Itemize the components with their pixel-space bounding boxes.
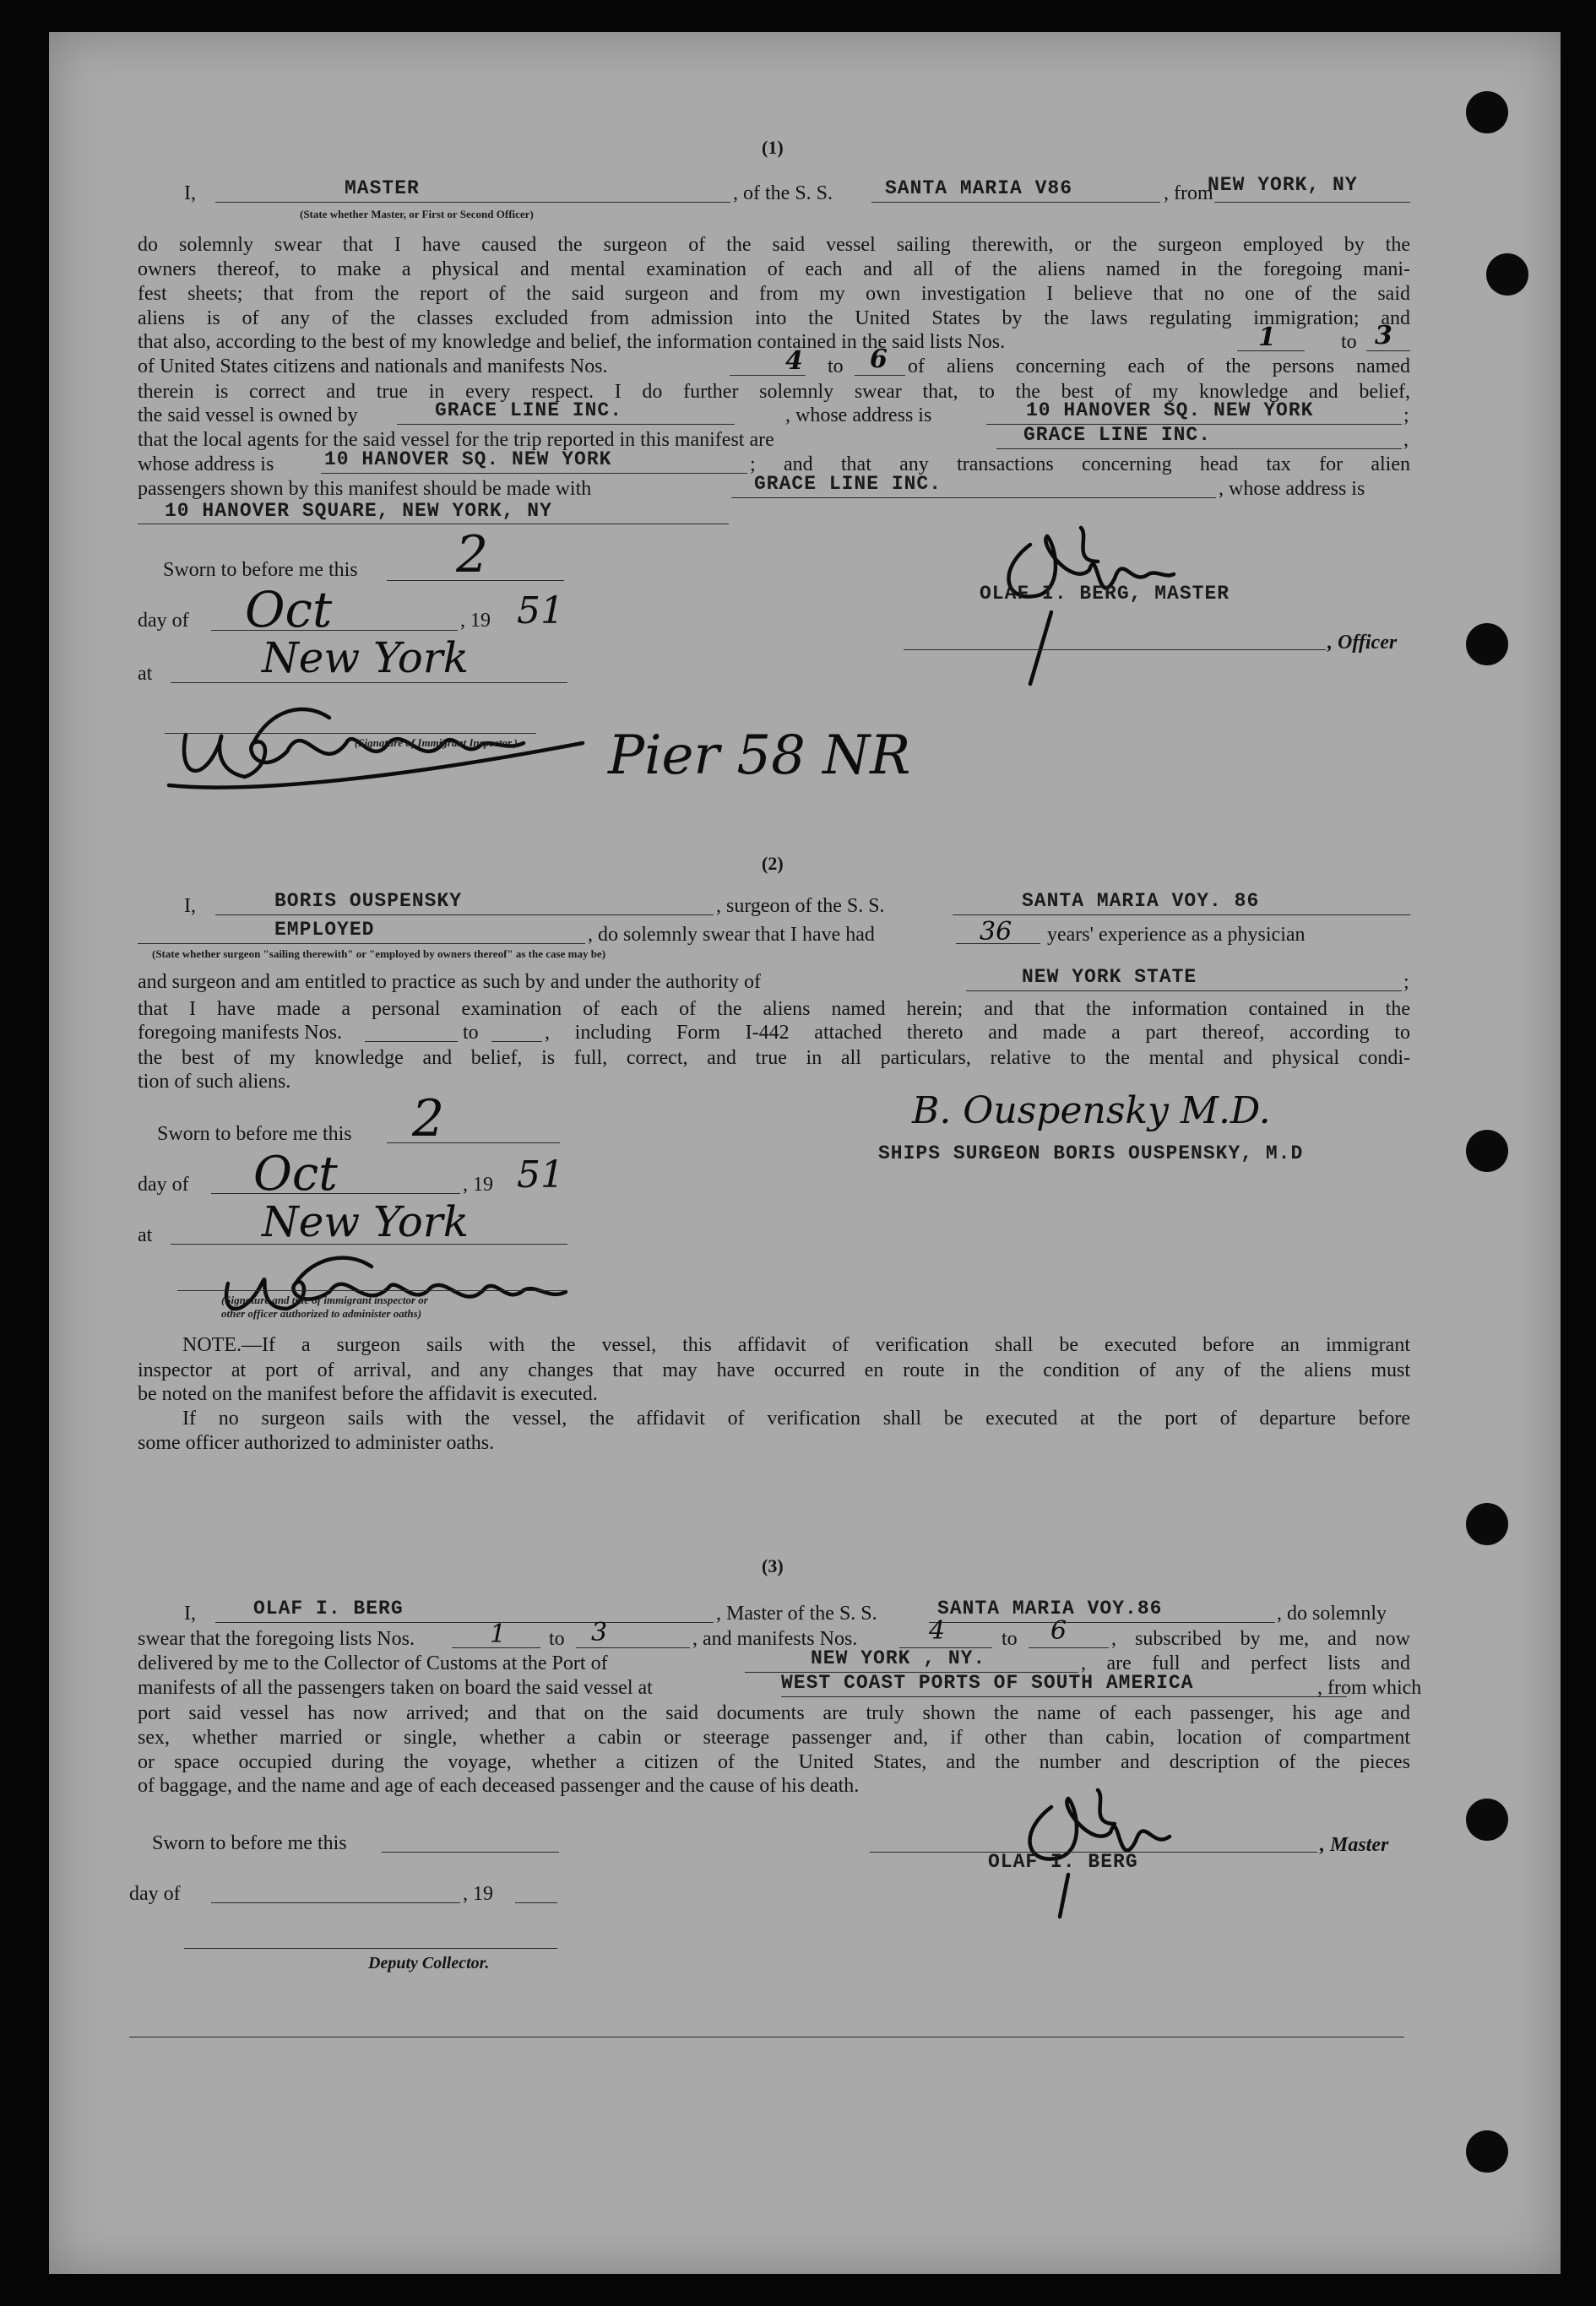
pier-note: Pier 58 NR [608,724,911,787]
sworn-label: Sworn to before me this [163,559,358,581]
note-label: NOTE. [182,1334,242,1356]
head-tax-address-value: 10 HANOVER SQUARE, NEW YORK, NY [165,500,552,522]
punch-hole [1486,253,1528,296]
local-agents-label: that the local agents for the said vessel for the trip reported in this manifest are [138,429,774,451]
status-value: EMPLOYED [274,919,375,941]
owner-address-value: 10 HANOVER SQ. NEW YORK [1026,399,1314,421]
sworn-day-value: 2 [456,525,489,584]
note-line: If no surgeon sails with the vessel, the affidavit of verification shall be executed at the port of departure before [182,1408,1410,1430]
punctuation: ; [1403,404,1409,426]
blank-line [321,473,747,474]
surgeon-signature: B. Ouspensky M.D. [912,1089,1271,1132]
sworn-day-value: 2 [412,1089,445,1148]
intro-i: I, [184,1603,196,1625]
section-number: (1) [762,137,784,158]
vessel-value: SANTA MARIA V86 [885,177,1073,199]
sworn-label: Sworn to before me this [152,1832,347,1854]
blank-line [171,682,567,683]
month-value: Oct [245,581,333,638]
list-from-value: 1 [1258,323,1276,352]
punch-hole [1466,1799,1508,1841]
authority-value: NEW YORK STATE [1022,966,1197,988]
affidavit-line: of baggage, and the name and age of each deceased passenger and the cause of his death. [138,1775,860,1797]
year-prefix: , 19 [460,610,491,632]
section-number: (3) [762,1555,784,1576]
blank-line [211,1902,460,1903]
punch-hole [1466,2130,1508,2173]
from-which-label: , from which [1317,1677,1422,1699]
master-of-label: , Master of the S. S. [716,1603,877,1625]
of-ss-label: , of the S. S. [733,182,833,204]
head-tax-value: GRACE LINE INC. [754,473,942,495]
affidavit-line: owners thereof, to make a physical and mental examination of each and all of the aliens named in the foregoing mani- [138,258,1410,280]
affidavit-line: therein is correct and true in every respect. I do further solemnly swear that, to the best of my knowledge and belief, [138,381,1410,403]
delivered-label: delivered by me to the Collector of Customs at the Port of [138,1652,608,1674]
blank-line [966,990,1402,991]
authority-label: and surgeon and am entitled to practice as such by and under the authority of [138,971,761,993]
affidavit-line: that also, according to the best of my knowledge and belief, the information contained in the said lists Nos. [138,331,1006,353]
master-name-value: OLAF I. BERG [988,1851,1138,1873]
punch-hole [1466,1503,1508,1545]
note-line [182,1334,1410,1357]
blank-line [1366,350,1410,351]
inspector-caption: (Signature of Immigrant Inspector.) [355,736,518,749]
place-value: New York [262,1197,469,1246]
deputy-collector-label: Deputy Collector. [368,1954,490,1972]
address-label: whose address is [138,453,274,475]
blank-line [138,943,585,944]
swear-label: , do solemnly swear that I have had [588,924,875,946]
punch-hole [1466,91,1508,133]
status-caption: (State whether surgeon "sailing therewith" or "employed by owners thereof" as the case may be) [152,947,606,960]
vessel-value: SANTA MARIA VOY. 86 [1022,890,1260,912]
to-label: to [463,1022,479,1044]
affidavit-line: that I have made a personal examination of each of the aliens named herein; and that the information contained in the [138,998,1410,1020]
rank-value: MASTER [345,177,420,199]
affidavit-line: , including Form I-442 attached thereto and made a part thereof, according to [545,1022,1410,1044]
at-label: at [138,1224,153,1246]
affidavit-line: aliens is of any of the classes excluded from admission into the United States by the laws regulating immigration; and [138,307,1410,329]
blank-line [855,375,905,376]
blank-line [953,914,1410,915]
agents-value: GRACE LINE INC. [1023,424,1212,446]
blank-line [871,202,1160,203]
blank-line [929,1622,1275,1623]
blank-line [382,1852,559,1853]
blank-line [996,448,1402,449]
blank-line [365,1041,458,1042]
blank-line [576,1647,690,1648]
surgeon-of-label: , surgeon of the S. S. [716,895,885,917]
note-line: inspector at port of arrival, and any changes that may have occurred en route in the condition of any of the aliens must [138,1359,1410,1381]
note-text: —If a surgeon sails with the vessel, this affidavit of verification shall be executed before an immigrant [241,1334,1410,1356]
owned-by-label: the said vessel is owned by [138,404,358,426]
note-line: be noted on the manifest before the affidavit is executed. [138,1383,598,1405]
blank-line [165,733,536,734]
passengers-label: passengers shown by this manifest should be made with [138,478,592,500]
blank-line [184,1948,557,1949]
month-value: Oct [253,1147,338,1202]
year-value: 51 [517,1153,564,1196]
manifest-from-value: 4 [929,1616,946,1646]
affidavit-line: do solemnly swear that I have caused the surgeon of the said vessel sailing therewith, or the surgeon employed by the [138,234,1410,256]
officer-name-value: OLAF I. BERG, MASTER [980,583,1230,605]
manifests-all-label: manifests of all the passengers taken on board the said vessel at [138,1677,653,1699]
surgeon-value: BORIS OUSPENSKY [274,890,463,912]
manifest-to-value: 6 [870,345,888,374]
manifest-to-value: 6 [1050,1616,1067,1646]
port-value: NEW YORK, NY [1208,174,1358,196]
blank-line [397,424,735,425]
blank-line [491,1041,542,1042]
blank-line [781,1696,1347,1697]
years-value: 36 [980,917,1012,947]
inspector-caption: (Signature and title of immigrant inspector or [221,1294,428,1306]
subscribed-label: , subscribed by me, and now [1111,1628,1410,1650]
affidavit-line: fest sheets; that from the report of the said surgeon and from my own investigation I believe that no one of the said [138,283,1410,305]
blank-line [515,1902,557,1903]
punch-hole [1466,1130,1508,1172]
list-from-value: 1 [490,1620,507,1649]
address-label: , whose address is [1219,478,1365,500]
solemnly-label: , do solemnly [1277,1603,1387,1625]
officer-label: , Officer [1327,632,1398,654]
manifests-label: , and manifests Nos. [692,1628,858,1650]
manifest-from-value: 4 [785,346,803,376]
year-prefix: , 19 [463,1174,493,1196]
to-label: to [1002,1628,1018,1650]
vessel-value: SANTA MARIA VOY.86 [937,1598,1163,1620]
master-value: OLAF I. BERG [253,1598,404,1620]
to-label: to [1341,331,1357,353]
affidavit-line: ; and that any transactions concerning head tax for alien [750,453,1410,475]
port-value: NEW YORK , NY. [811,1647,986,1669]
to-label: to [549,1628,565,1650]
place-value: New York [262,633,469,682]
day-of-label: day of [138,1174,189,1196]
list-to-value: 3 [1375,321,1392,350]
surgeon-title-value: SHIPS SURGEON BORIS OUSPENSKY, M.D [878,1142,1304,1164]
affidavit-line: of aliens concerning each of the persons named [908,355,1410,377]
punch-hole [1466,623,1508,665]
intro-i: I, [184,895,196,917]
punctuation: , [1403,429,1409,451]
day-of-label: day of [138,610,189,632]
full-perfect-label: , are full and perfect lists and [1081,1652,1410,1674]
blank-line [177,1290,566,1291]
affidavit-line: port said vessel has now arrived; and that on the said documents are truly shown the name of each passenger, his age and [138,1702,1410,1724]
affidavit-line: of United States citizens and nationals and manifests Nos. [138,355,608,377]
from-label: , from [1164,182,1213,204]
blank-line [904,649,1326,650]
affidavit-line: sex, whether married or single, whether a cabin or steerage passenger and, if other than cabin, location of compartment [138,1727,1410,1749]
intro-i: I, [184,182,196,204]
to-label: to [828,355,844,377]
owner-value: GRACE LINE INC. [435,399,623,421]
blank-line [215,1622,714,1623]
affidavit-line: tion of such aliens. [138,1071,291,1093]
affidavit-line: or space occupied during the voyage, whether a citizen of the United States, and the number and description of the pieces [138,1751,1410,1773]
at-label: at [138,663,153,685]
list-to-value: 3 [591,1618,608,1647]
blank-line [1214,202,1410,203]
swear-lists-label: swear that the foregoing lists Nos. [138,1628,415,1650]
blank-line [1029,1647,1109,1648]
note-line: some officer authorized to administer oaths. [138,1432,495,1454]
rank-caption: (State whether Master, or First or Second Officer) [300,208,534,220]
agent-address-value: 10 HANOVER SQ. NEW YORK [324,448,612,470]
year-value: 51 [517,589,564,632]
master-signature [992,1756,1186,1925]
blank-line [215,202,730,203]
from-port-value: WEST COAST PORTS OF SOUTH AMERICA [781,1672,1194,1694]
affidavit-line: the best of my knowledge and belief, is full, correct, and true in all particulars, relative to the mental and physical condi- [138,1047,1410,1069]
inspector-caption: other officer authorized to administer oaths) [221,1307,422,1320]
year-prefix: , 19 [463,1883,493,1905]
foregoing-label: foregoing manifests Nos. [138,1022,342,1044]
punctuation: ; [1403,971,1409,993]
day-of-label: day of [129,1883,181,1905]
sworn-label: Sworn to before me this [157,1123,352,1145]
master-label: , Master [1320,1834,1389,1856]
address-label: , whose address is [785,404,932,426]
section-number: (2) [762,853,784,874]
years-label: years' experience as a physician [1047,924,1306,946]
blank-line [215,914,714,915]
